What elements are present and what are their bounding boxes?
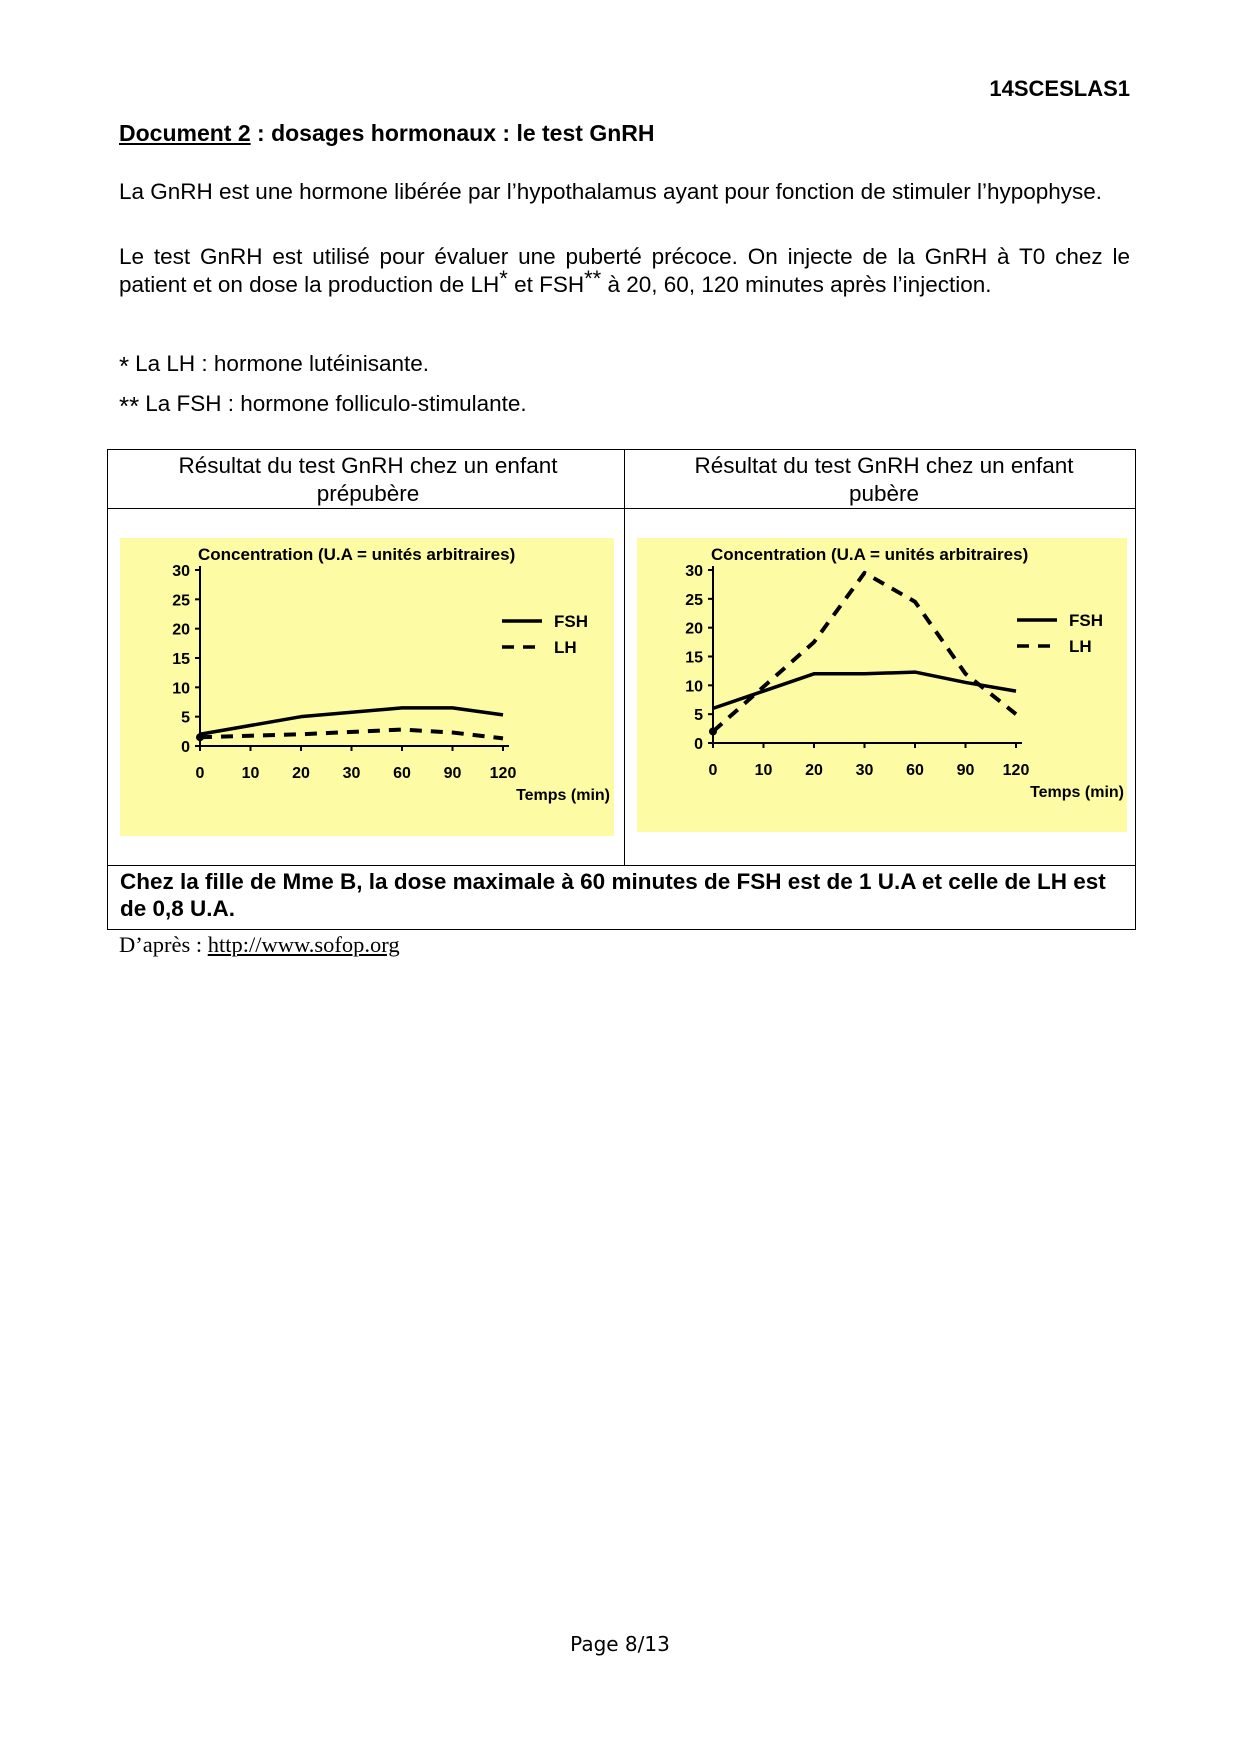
chart-1-x-tick-label: 10 — [754, 762, 773, 779]
chart-0-y-tick-label: 20 — [172, 621, 190, 639]
document-title — [119, 120, 654, 147]
footnote-lh — [119, 348, 430, 381]
chart-0-legend-label-fsh: FSH — [554, 612, 588, 631]
chart-1-legend-label-fsh: FSH — [1069, 611, 1103, 630]
chart-0-series-lh-line — [200, 730, 503, 739]
chart-0-y-tick-label: 15 — [172, 651, 190, 668]
footnote-fsh-marker: ** — [119, 391, 140, 421]
source-citation — [119, 932, 400, 958]
table-divider-vertical — [624, 450, 625, 865]
chart-0-x-tick-label: 20 — [292, 765, 310, 782]
chart-1-y-tick-label: 25 — [685, 591, 703, 609]
table-header-prepubertal: Résultat du test GnRH chez un enfant prépubère — [178, 453, 558, 506]
chart-0-x-tick-label: 60 — [393, 765, 411, 782]
chart-1-x-tick-label: 0 — [708, 762, 718, 779]
chart-0-x-tick-label: 10 — [241, 765, 260, 782]
chart-1-x-tick-label: 60 — [906, 762, 924, 779]
chart-1-x-tick-label: 30 — [855, 762, 874, 779]
intro-paragraph-1: La GnRH est une hormone libérée par l’hypothalamus ayant pour fonction de stimuler l’hypophyse. — [119, 179, 1103, 204]
chart-0-x-tick-label: 120 — [489, 765, 517, 782]
chart-0-legend-label-lh: LH — [554, 638, 577, 657]
document-code: 14SCESLAS1 — [989, 76, 1130, 101]
chart-1-series-lh-line — [713, 573, 1016, 732]
chart-1-origin-dot — [709, 727, 717, 735]
chart-prepubertal — [120, 538, 614, 836]
document-title-rest: : dosages hormonaux : le test GnRH — [250, 120, 655, 146]
table-conclusion: Chez la fille de Mme B, la dose maximale à 60 minutes de FSH est de 1 U.A et celle de LH est de 0,8 U.A. — [120, 869, 1106, 921]
chart-0-y-tick-label: 25 — [172, 592, 190, 610]
table-divider-header — [108, 508, 1135, 509]
chart-0-x-tick-label: 0 — [195, 765, 205, 782]
chart-pubertal-svg — [637, 538, 1127, 832]
lh-footnote-marker: * — [499, 266, 508, 291]
page-number: Page 8/13 — [570, 1632, 670, 1656]
fsh-footnote-marker: ** — [584, 266, 602, 291]
chart-prepubertal-svg — [120, 538, 614, 836]
chart-1-title: Concentration (U.A = unités arbitraires) — [711, 545, 1029, 564]
chart-1-x-label: Temps (min) — [1030, 784, 1124, 801]
intro-p2-part-b: et FSH — [507, 272, 585, 297]
chart-0-y-tick-label: 10 — [172, 680, 190, 698]
chart-1-y-tick-label: 30 — [685, 563, 703, 580]
results-table — [107, 449, 1136, 930]
footnote-fsh — [119, 388, 527, 421]
intro-p2-part-a: Le test GnRH est utilisé pour évaluer une puberté précoce. On injecte de la GnRH à T0 chez le patient et on dose la production de LH — [119, 244, 1130, 297]
source-prefix: D’après : — [119, 932, 208, 957]
chart-1-y-tick-label: 15 — [685, 649, 703, 667]
chart-1-y-tick-label: 0 — [694, 736, 703, 753]
chart-0-x-label: Temps (min) — [516, 787, 610, 804]
chart-0-y-tick-label: 30 — [172, 563, 190, 580]
chart-1-y-tick-label: 10 — [685, 678, 703, 696]
chart-0-y-tick-label: 0 — [181, 739, 190, 756]
chart-1-x-tick-label: 20 — [805, 762, 823, 779]
chart-0-title: Concentration (U.A = unités arbitraires) — [198, 545, 516, 564]
chart-1-series-fsh-line — [713, 672, 1016, 708]
footnote-lh-marker: * — [119, 351, 130, 381]
source-link[interactable]: http://www.sofop.org — [207, 932, 400, 957]
table-divider-conclusion — [108, 865, 1135, 866]
chart-1-x-tick-label: 120 — [1002, 762, 1030, 779]
table-header-pubertal: Résultat du test GnRH chez un enfant pubère — [694, 453, 1074, 506]
chart-0-y-tick-label: 5 — [181, 709, 190, 727]
chart-0-x-tick-label: 90 — [443, 765, 462, 782]
chart-1-legend-label-lh: LH — [1069, 637, 1092, 656]
footnote-fsh-text: La FSH : hormone folliculo-stimulante. — [145, 391, 527, 416]
chart-0-origin-dot — [196, 733, 204, 741]
intro-p2-part-c: à 20, 60, 120 minutes après l’injection. — [601, 272, 992, 297]
chart-1-x-tick-label: 90 — [956, 762, 975, 779]
intro-paragraph-2 — [119, 243, 1130, 299]
document-label: Document 2 — [119, 120, 251, 146]
chart-pubertal — [637, 538, 1127, 832]
chart-1-y-tick-label: 5 — [694, 707, 703, 725]
chart-0-x-tick-label: 30 — [342, 765, 361, 782]
chart-1-y-tick-label: 20 — [685, 620, 703, 638]
footnote-lh-text: La LH : hormone lutéinisante. — [135, 351, 430, 376]
